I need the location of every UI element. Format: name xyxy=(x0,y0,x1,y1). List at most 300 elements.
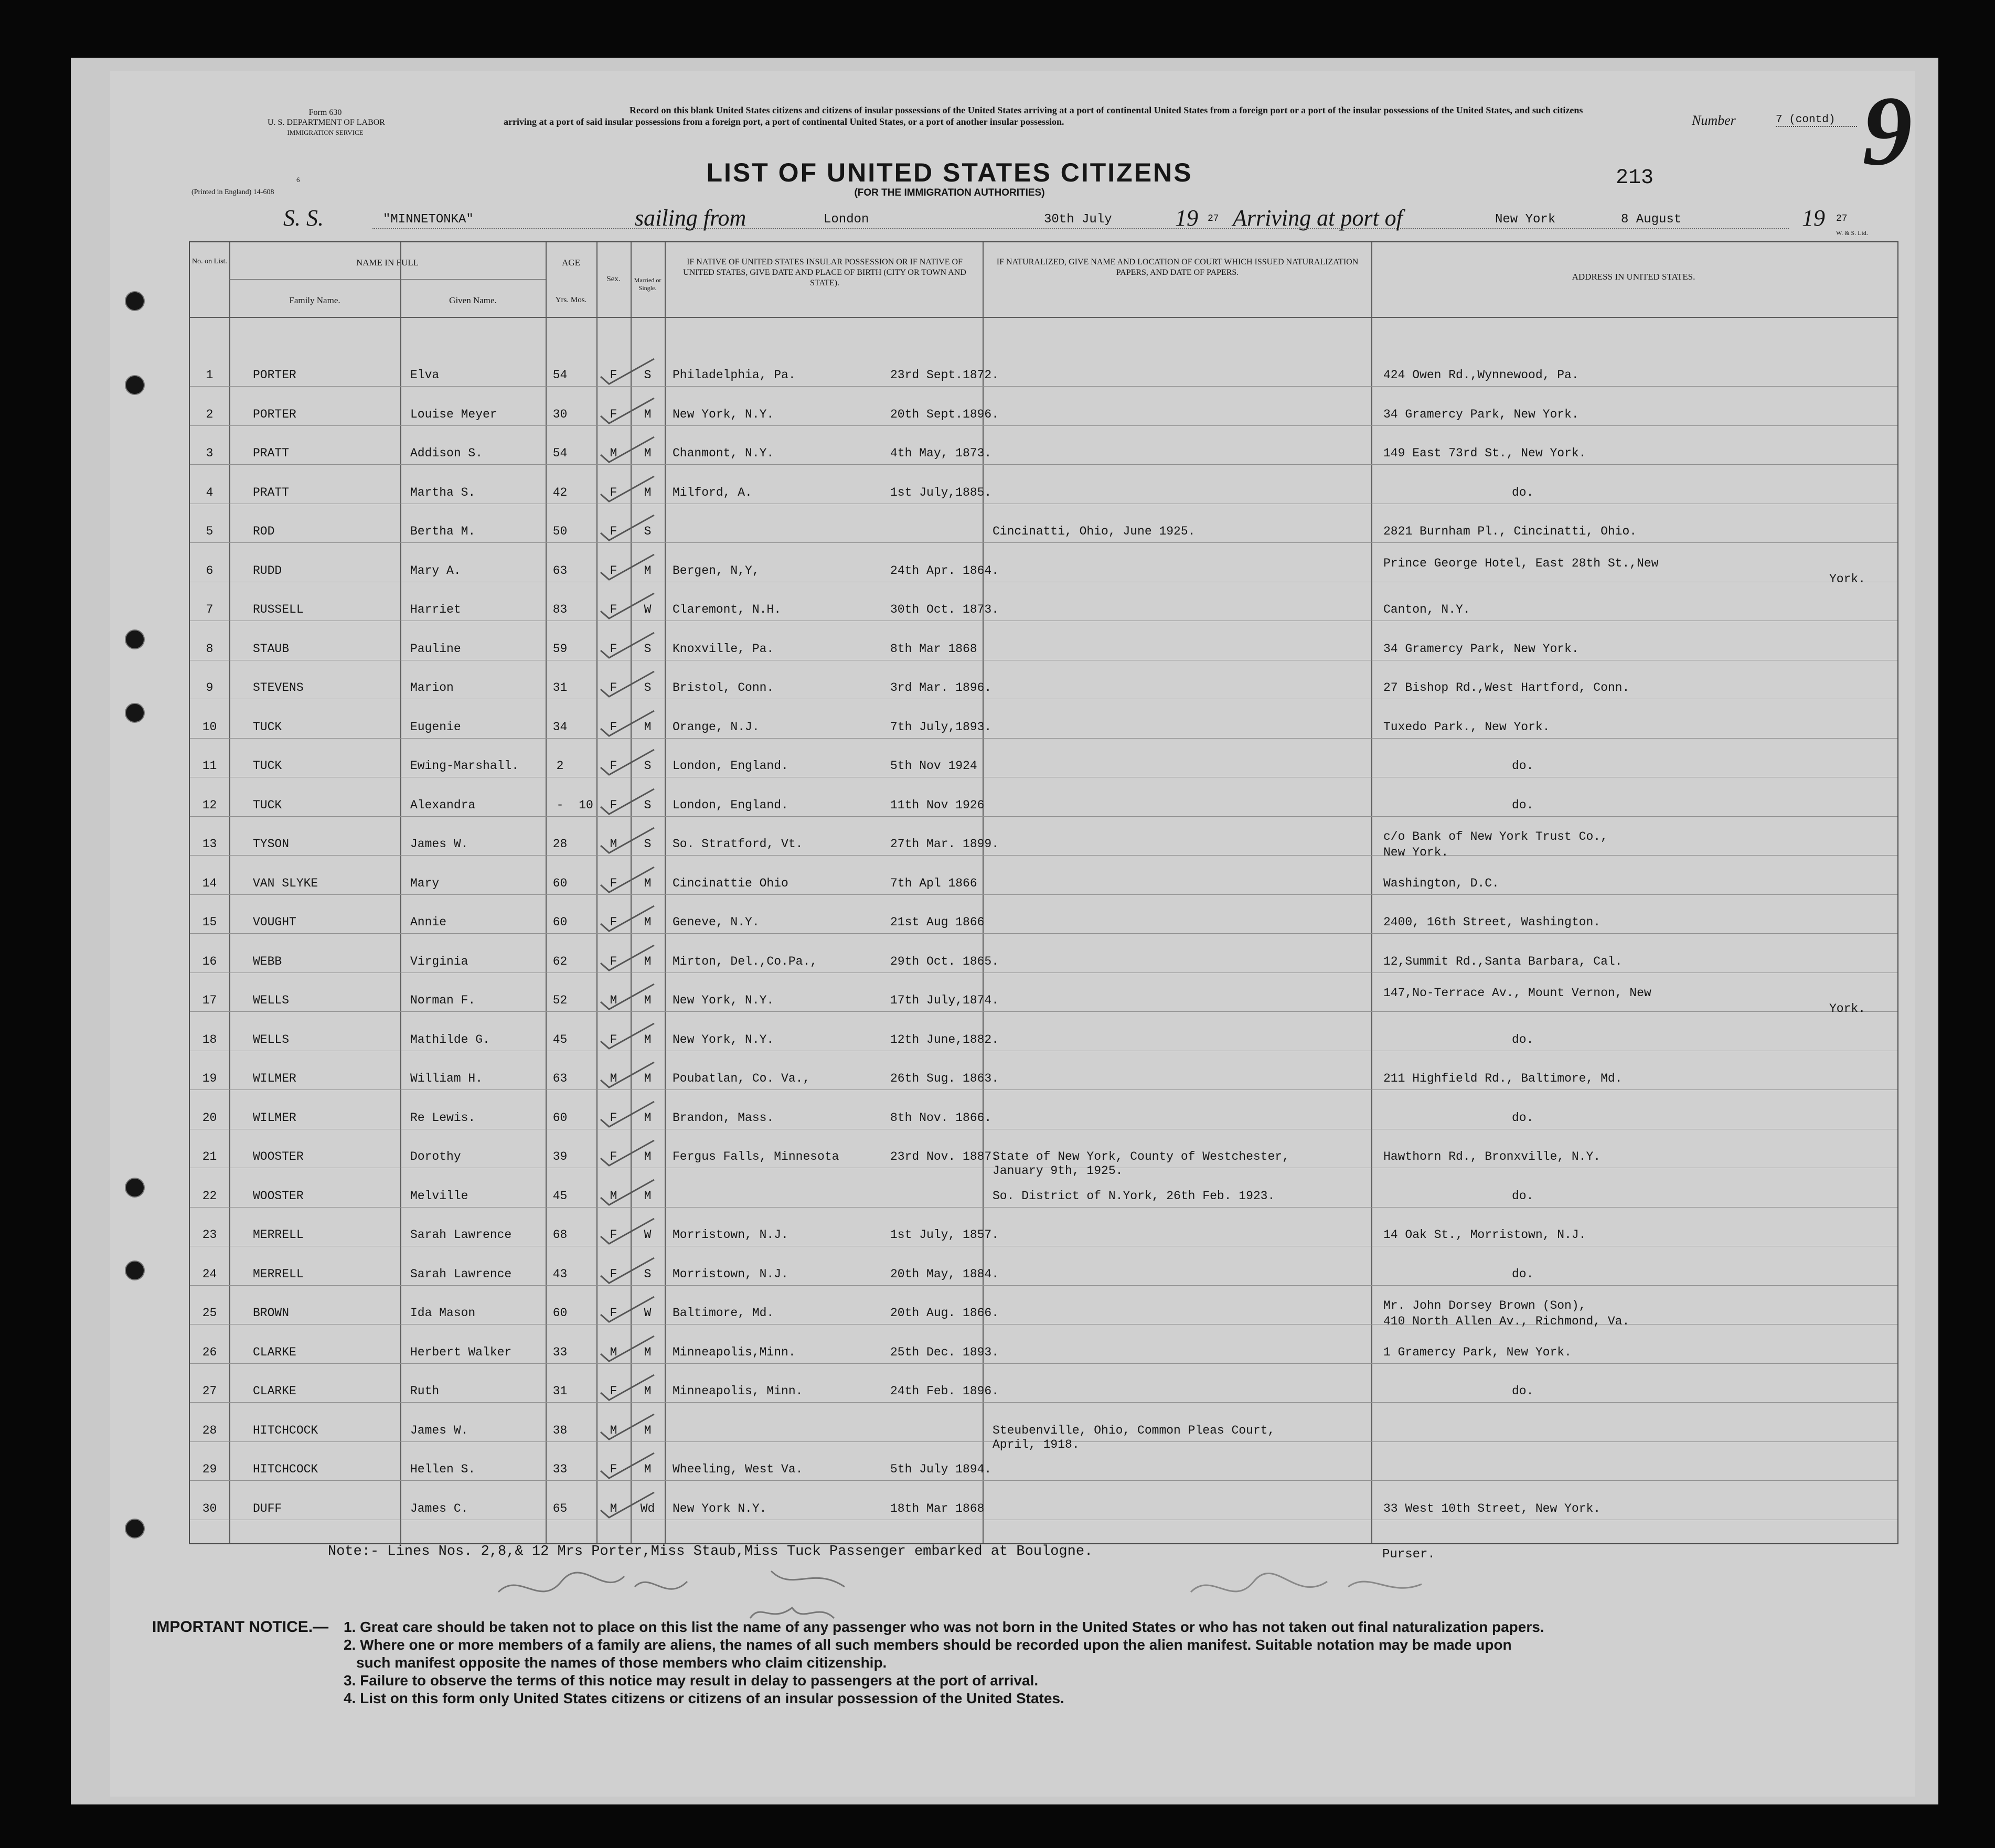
check-mark-icon xyxy=(596,1178,659,1209)
cell-sex: F xyxy=(610,720,617,734)
punch-hole xyxy=(125,703,145,723)
cell-family: HITCHCOCK xyxy=(253,1462,318,1476)
th-yrs-mos xyxy=(546,295,596,306)
cell-ms: S xyxy=(644,798,652,812)
check-mark-icon xyxy=(596,709,659,740)
cell-address: York. xyxy=(1829,572,1866,586)
cell-sex: F xyxy=(610,1384,617,1398)
cell-address: do. xyxy=(1512,1032,1534,1046)
cell-place: Morristown, N.J. xyxy=(673,1228,788,1242)
cell-yrs: 28 xyxy=(552,837,568,851)
cell-ms: W xyxy=(644,1228,652,1242)
cell-place: New York N.Y. xyxy=(673,1501,767,1515)
th-naturalized: IF NATURALIZED, GIVE NAME AND LOCATION OF COURT WHICH ISSUED NATURALIZATION PAPERS, AND DATE OF PAPERS. xyxy=(996,258,1359,277)
check-mark-icon xyxy=(596,513,659,544)
cell-given: Martha S. xyxy=(410,485,476,499)
cell-address: 14 Oak St., Morristown, N.J. xyxy=(1383,1228,1586,1242)
check-mark-icon xyxy=(596,474,659,506)
check-mark-icon xyxy=(596,396,659,428)
cell-yrs: 2 xyxy=(556,759,564,773)
row-rule xyxy=(190,816,1897,817)
cell-date: 20th Sept.1896. xyxy=(890,407,999,421)
cell-date: 3rd Mar. 1896. xyxy=(890,681,992,695)
purser-label: Purser. xyxy=(1382,1547,1435,1562)
cell-naturalization: Cincinatti, Ohio, June 1925. xyxy=(993,525,1196,538)
cell-place: Mirton, Del.,Co.Pa., xyxy=(673,954,818,968)
cell-address: New York. xyxy=(1383,846,1449,859)
cell-given: Alexandra xyxy=(410,798,476,812)
cell-yrs: 39 xyxy=(552,1150,568,1163)
depart-year: 27 xyxy=(1208,213,1219,224)
check-mark-icon xyxy=(596,1216,659,1248)
th-address: ADDRESS IN UNITED STATES. xyxy=(1572,272,1695,282)
cell-sex: F xyxy=(610,407,617,421)
big-handwritten-number: 9 xyxy=(1862,76,1912,186)
cell-place: Chanmont, N.Y. xyxy=(673,446,774,460)
cell-no: 17 xyxy=(202,994,217,1007)
cell-given: James C. xyxy=(410,1501,468,1515)
cell-date: 18th Mar 1868 xyxy=(890,1501,985,1515)
cell-address: Washington, D.C. xyxy=(1383,876,1499,890)
cell-family: CLARKE xyxy=(253,1345,296,1359)
arrive-year: 27 xyxy=(1836,213,1848,224)
cell-sex: M xyxy=(610,1072,617,1085)
cell-yrs: 52 xyxy=(552,994,568,1007)
cell-ms: M xyxy=(644,1384,652,1398)
th-mos: Mos. xyxy=(570,296,587,304)
cell-family: WILMER xyxy=(253,1110,296,1125)
cell-family: TUCK xyxy=(253,798,282,812)
cell-family: PRATT xyxy=(253,446,290,460)
cell-place: Claremont, N.H. xyxy=(673,603,782,616)
cell-given: Mary xyxy=(410,876,440,890)
cell-yrs: 33 xyxy=(552,1345,568,1359)
check-mark-icon xyxy=(596,982,659,1013)
cell-yrs: 62 xyxy=(552,954,568,968)
cell-sex: F xyxy=(610,876,617,890)
cell-given: Mary A. xyxy=(410,563,461,578)
cell-no: 8 xyxy=(206,642,214,656)
number-label: Number xyxy=(1692,113,1736,128)
cell-no: 3 xyxy=(206,446,214,460)
cell-ms: M xyxy=(644,1423,652,1437)
cell-sex: F xyxy=(610,368,617,382)
cell-no: 7 xyxy=(206,603,214,616)
cell-date: 4th May, 1873. xyxy=(890,446,992,460)
cell-no: 22 xyxy=(202,1189,217,1203)
arriving-label: Arriving at port of xyxy=(1233,205,1403,231)
cell-ms: S xyxy=(644,368,652,382)
ship-name: "MINNETONKA" xyxy=(383,212,474,227)
small-mark: 6 xyxy=(296,176,300,184)
cell-yrs: 54 xyxy=(552,446,568,460)
cell-date: 5th Nov 1924 xyxy=(890,759,977,773)
cell-place: Cincinattie Ohio xyxy=(673,876,788,890)
cell-no: 15 xyxy=(202,915,217,929)
punch-hole xyxy=(125,1519,145,1539)
cell-sex: F xyxy=(610,798,617,812)
col-divider xyxy=(1371,242,1372,1543)
form-block xyxy=(268,108,383,137)
cell-date: 25th Dec. 1893. xyxy=(890,1345,999,1359)
check-mark-icon xyxy=(596,1334,659,1365)
cell-family: WOOSTER xyxy=(253,1189,304,1203)
form-service: IMMIGRATION SERVICE xyxy=(287,129,364,136)
check-mark-icon xyxy=(596,787,659,818)
cell-yrs: 50 xyxy=(552,525,568,538)
col-divider xyxy=(229,242,230,1543)
cell-family: RUSSELL xyxy=(253,603,304,616)
paper-sheet xyxy=(71,58,1938,1804)
cell-yrs: 54 xyxy=(552,368,568,382)
number-value: 7 (contd) xyxy=(1776,114,1857,127)
cell-address: c/o Bank of New York Trust Co., xyxy=(1383,830,1608,843)
cell-sex: M xyxy=(610,1423,617,1437)
cell-given: Ruth xyxy=(410,1384,440,1398)
cell-place: Wheeling, West Va. xyxy=(673,1462,803,1476)
cell-address: 33 West 10th Street, New York. xyxy=(1383,1501,1601,1515)
cell-yrs: 30 xyxy=(552,407,568,421)
cell-given: James W. xyxy=(410,1423,468,1437)
cell-family: WELLS xyxy=(253,994,290,1007)
cell-address: do. xyxy=(1512,485,1534,499)
cell-address: 27 Bishop Rd.,West Hartford, Conn. xyxy=(1383,681,1630,695)
cell-family: PORTER xyxy=(253,407,296,421)
check-mark-icon xyxy=(596,747,659,779)
cell-address: do. xyxy=(1512,1189,1534,1203)
cell-family: CLARKE xyxy=(253,1384,296,1398)
cell-sex: F xyxy=(610,1032,617,1046)
punch-hole xyxy=(125,1178,145,1198)
cell-sex: F xyxy=(610,525,617,538)
check-mark-icon xyxy=(596,943,659,975)
cell-date: 27th Mar. 1899. xyxy=(890,837,999,851)
cell-no: 28 xyxy=(202,1423,217,1437)
cell-yrs: 43 xyxy=(552,1267,568,1281)
cell-date: 17th July,1874. xyxy=(890,994,999,1007)
cell-address: do. xyxy=(1512,759,1534,773)
cell-ms: M xyxy=(644,994,652,1007)
cell-no: 20 xyxy=(202,1110,217,1125)
cell-no: 21 xyxy=(202,1150,217,1163)
cell-given: Ewing-Marshall. xyxy=(410,759,519,773)
punch-hole xyxy=(125,375,145,395)
cell-address: do. xyxy=(1512,1267,1534,1281)
note-text: Note:- Lines Nos. 2,8,& 12 Mrs Porter,Miss Staub,Miss Tuck Passenger embarked at Boulogne. xyxy=(328,1544,1093,1559)
cell-place: Knoxville, Pa. xyxy=(673,642,774,656)
cell-given: Elva xyxy=(410,368,440,382)
printed-note: (Printed in England) 14-608 xyxy=(191,188,274,196)
arrive-port: New York xyxy=(1495,212,1556,227)
cell-address: do. xyxy=(1512,798,1534,812)
depart-year-label: 19 xyxy=(1175,205,1198,231)
row-rule xyxy=(190,1363,1897,1364)
cell-family: RUDD xyxy=(253,563,282,578)
cell-ms: S xyxy=(644,837,652,851)
cell-ms: M xyxy=(644,915,652,929)
th-family: Family Name. xyxy=(289,295,340,305)
cell-no: 23 xyxy=(202,1228,217,1242)
cell-sex: F xyxy=(610,603,617,616)
cell-ms: M xyxy=(644,954,652,968)
cell-address: 410 North Allen Av., Richmond, Va. xyxy=(1383,1315,1630,1328)
cell-date: 29th Oct. 1865. xyxy=(890,954,999,968)
cell-sex: F xyxy=(610,1267,617,1281)
notice-item: such manifest opposite the names of those members who claim citizenship. xyxy=(356,1654,887,1671)
cell-date: 7th July,1893. xyxy=(890,720,992,734)
notice-list xyxy=(344,1618,1544,1707)
arrive-year-label: 19 xyxy=(1802,205,1825,231)
cell-sex: M xyxy=(610,446,617,460)
cell-no: 12 xyxy=(202,798,217,812)
cell-sex: F xyxy=(610,642,617,656)
cell-yrs: 65 xyxy=(552,1501,568,1515)
cell-date: 26th Sug. 1863. xyxy=(890,1072,999,1085)
cell-ms: M xyxy=(644,563,652,578)
notice-item: 2. Where one or more members of a family are aliens, the names of all such members should be recorded upon the alien manifest. Suitable notation may be made upon xyxy=(344,1637,1512,1653)
cell-given: Pauline xyxy=(410,642,461,656)
check-mark-icon xyxy=(596,631,659,662)
check-mark-icon xyxy=(596,904,659,935)
cell-given: James W. xyxy=(410,837,468,851)
cell-family: HITCHCOCK xyxy=(253,1423,318,1437)
cell-place: Morristown, N.J. xyxy=(673,1267,788,1281)
cell-family: WELLS xyxy=(253,1032,290,1046)
cell-place: Minneapolis,Minn. xyxy=(673,1345,796,1359)
cell-place: Baltimore, Md. xyxy=(673,1306,774,1320)
cell-no: 1 xyxy=(206,368,214,382)
printer-mark: W. & S. Ltd. xyxy=(1836,229,1868,237)
cell-given: Melville xyxy=(410,1189,468,1203)
cell-yrs: 63 xyxy=(552,563,568,578)
cell-no: 11 xyxy=(202,759,217,773)
cell-family: TYSON xyxy=(253,837,290,851)
cell-address: Mr. John Dorsey Brown (Son), xyxy=(1383,1299,1586,1312)
cell-sex: F xyxy=(610,485,617,499)
cell-yrs: 42 xyxy=(552,485,568,499)
voyage-rule xyxy=(372,228,1789,229)
cell-given: Bertha M. xyxy=(410,525,476,538)
cell-date: 5th July 1894. xyxy=(890,1462,992,1476)
cell-family: PRATT xyxy=(253,485,290,499)
cell-sex: F xyxy=(610,1150,617,1163)
cell-ms: M xyxy=(644,1110,652,1125)
cell-no: 29 xyxy=(202,1462,217,1476)
cell-yrs: 33 xyxy=(552,1462,568,1476)
col-divider xyxy=(665,242,666,1543)
cell-given: Louise Meyer xyxy=(410,407,497,421)
cell-yrs: 60 xyxy=(552,915,568,929)
check-mark-icon xyxy=(596,1373,659,1404)
punch-hole xyxy=(125,629,145,649)
cell-no: 10 xyxy=(202,720,217,734)
cell-sex: M xyxy=(610,1189,617,1203)
check-mark-icon xyxy=(596,591,659,623)
th-age: AGE xyxy=(562,258,580,268)
th-sex: Sex. xyxy=(606,275,621,283)
row-rule xyxy=(190,1207,1897,1208)
cell-address: Tuxedo Park., New York. xyxy=(1383,720,1550,734)
cell-place: Orange, N.J. xyxy=(673,720,760,734)
cell-place: Poubatlan, Co. Va., xyxy=(673,1072,810,1085)
check-mark-icon xyxy=(596,435,659,466)
cell-address: 34 Gramercy Park, New York. xyxy=(1383,407,1579,421)
check-mark-icon xyxy=(596,357,659,388)
cell-date: 7th Apl 1866 xyxy=(890,876,977,890)
cell-date: 12th June,1882. xyxy=(890,1032,999,1046)
cell-address: 211 Highfield Rd., Baltimore, Md. xyxy=(1383,1072,1623,1085)
cell-ms: M xyxy=(644,1189,652,1203)
cell-naturalization: Steubenville, Ohio, Common Pleas Court, xyxy=(993,1423,1275,1437)
row-rule xyxy=(190,1011,1897,1012)
cell-address: 2400, 16th Street, Washington. xyxy=(1383,915,1601,929)
cell-address: do. xyxy=(1512,1110,1534,1125)
row-rule xyxy=(190,542,1897,543)
cell-given: Marion xyxy=(410,681,454,695)
cell-sex: M xyxy=(610,1501,617,1515)
cell-ms: M xyxy=(644,1150,652,1163)
cell-given: Mathilde G. xyxy=(410,1032,490,1046)
cell-ms: S xyxy=(644,759,652,773)
check-mark-icon xyxy=(596,552,659,584)
cell-naturalization: State of New York, County of Westchester, xyxy=(993,1150,1289,1163)
cell-date: 23rd Nov. 1887. xyxy=(890,1150,999,1163)
cell-family: STAUB xyxy=(253,642,290,656)
cell-given: Hellen S. xyxy=(410,1462,476,1476)
cell-given: Virginia xyxy=(410,954,468,968)
sailing-label: sailing from xyxy=(635,205,746,231)
cell-given: Harriet xyxy=(410,603,461,616)
th-native: IF NATIVE OF UNITED STATES INSULAR POSSESSION OR IF NATIVE OF UNITED STATES, GIVE DATE AND PLACE OF BIRTH (CITY OR TOWN AND STATE). xyxy=(683,258,966,287)
notice-item: 3. Failure to observe the terms of this notice may result in delay to passengers at the port of arrival. xyxy=(344,1672,1039,1689)
cell-place: New York, N.Y. xyxy=(673,407,774,421)
check-mark-icon xyxy=(596,865,659,896)
cell-address: 149 East 73rd St., New York. xyxy=(1383,446,1586,460)
cell-address: York. xyxy=(1829,1002,1866,1016)
cell-no: 18 xyxy=(202,1032,217,1046)
cell-no: 5 xyxy=(206,525,214,538)
cell-family: MERRELL xyxy=(253,1228,304,1242)
cell-ms: M xyxy=(644,1072,652,1085)
cell-family: WOOSTER xyxy=(253,1150,304,1163)
cell-family: MERRELL xyxy=(253,1267,304,1281)
depart-date: 30th July xyxy=(1044,212,1112,227)
page-title: LIST OF UNITED STATES CITIZENS xyxy=(706,158,1193,187)
cell-family: VOUGHT xyxy=(253,915,296,929)
page-number: 213 xyxy=(1616,166,1654,190)
cell-yrs: 83 xyxy=(552,603,568,616)
check-mark-icon xyxy=(596,1490,659,1522)
cell-address: do. xyxy=(1512,1384,1534,1398)
cell-place: London, England. xyxy=(673,798,788,812)
cell-sex: F xyxy=(610,1462,617,1476)
check-mark-icon xyxy=(596,669,659,701)
cell-date: 11th Nov 1926 xyxy=(890,798,985,812)
cell-given: Sarah Lawrence xyxy=(410,1267,512,1281)
form-number: Form 630 xyxy=(308,108,342,117)
cell-given: Norman F. xyxy=(410,994,476,1007)
cell-ms: M xyxy=(644,485,652,499)
check-mark-icon xyxy=(596,1021,659,1053)
cell-date: 8th Mar 1868 xyxy=(890,642,977,656)
cell-ms: M xyxy=(644,720,652,734)
row-rule xyxy=(190,1089,1897,1090)
cell-given: Annie xyxy=(410,915,447,929)
cell-yrs: 60 xyxy=(552,1110,568,1125)
cell-date: 24th Feb. 1896. xyxy=(890,1384,999,1398)
page-subtitle: (FOR THE IMMIGRATION AUTHORITIES) xyxy=(854,187,1045,198)
cell-date: 1st July,1885. xyxy=(890,485,992,499)
manifest-table xyxy=(189,241,1898,1544)
cell-family: DUFF xyxy=(253,1501,282,1515)
check-mark-icon xyxy=(596,1295,659,1326)
cell-address: 424 Owen Rd.,Wynnewood, Pa. xyxy=(1383,368,1579,382)
cell-sex: M xyxy=(610,994,617,1007)
cell-address: 12,Summit Rd.,Santa Barbara, Cal. xyxy=(1383,954,1623,968)
cell-place: Minneapolis, Minn. xyxy=(673,1384,803,1398)
cell-family: VAN SLYKE xyxy=(253,876,318,890)
cell-date: 24th Apr. 1864. xyxy=(890,563,999,578)
row-rule xyxy=(190,1480,1897,1481)
cell-given: Sarah Lawrence xyxy=(410,1228,512,1242)
punch-hole xyxy=(125,291,145,311)
arrive-date: 8 August xyxy=(1621,212,1682,227)
cell-address: 34 Gramercy Park, New York. xyxy=(1383,642,1579,656)
check-mark-icon xyxy=(596,1451,659,1482)
row-rule xyxy=(190,1402,1897,1403)
cell-yrs: 31 xyxy=(552,1384,568,1398)
cell-sex: F xyxy=(610,1110,617,1125)
header-bottom-rule xyxy=(190,317,1897,318)
notice-item: 4. List on this form only United States citizens or citizens of an insular possession of the United States. xyxy=(344,1690,1064,1706)
cell-yrs: 59 xyxy=(552,642,568,656)
row-rule xyxy=(190,738,1897,739)
cell-place: Geneve, N.Y. xyxy=(673,915,760,929)
cell-ms: M xyxy=(644,876,652,890)
cell-no: 27 xyxy=(202,1384,217,1398)
cell-yrs: 60 xyxy=(552,1306,568,1320)
cell-no: 19 xyxy=(202,1072,217,1085)
cell-naturalization: So. District of N.York, 26th Feb. 1923. xyxy=(993,1189,1275,1203)
cell-given: Herbert Walker xyxy=(410,1345,512,1359)
cell-no: 14 xyxy=(202,876,217,890)
cell-ms: S xyxy=(644,642,652,656)
th-married: Married or Single. xyxy=(634,276,662,292)
cell-ms: M xyxy=(644,1462,652,1476)
form-dept: U. S. DEPARTMENT OF LABOR xyxy=(268,118,385,127)
cell-ms: M xyxy=(644,407,652,421)
cell-yrs: 38 xyxy=(552,1423,568,1437)
cell-given: Dorothy xyxy=(410,1150,461,1163)
intro-text: Record on this blank United States citizens and citizens of insular possessions of the United States arriving at a port of continental United States from a foreign port or a port of the insular possessions of the United States, and such citizens arriving at a port of said insular possessions from a foreign port, a port of continental United States, or a port of another insular possession. xyxy=(504,105,1583,127)
cell-address: 2821 Burnham Pl., Cincinatti, Ohio. xyxy=(1383,525,1637,538)
cell-date: 21st Aug 1866 xyxy=(890,915,985,929)
cell-family: TUCK xyxy=(253,759,282,773)
cell-yrs: - xyxy=(556,798,564,812)
ss-label: S. S. xyxy=(283,205,324,231)
cell-no: 24 xyxy=(202,1267,217,1281)
cell-sex: M xyxy=(610,1345,617,1359)
th-yrs: Yrs. xyxy=(555,296,569,304)
cell-family: TUCK xyxy=(253,720,282,734)
row-rule xyxy=(190,933,1897,934)
cell-yrs: 34 xyxy=(552,720,568,734)
notice-title: IMPORTANT NOTICE.— xyxy=(152,1618,329,1636)
cell-date: 23rd Sept.1872. xyxy=(890,368,999,382)
punch-hole xyxy=(125,1261,145,1280)
cell-sex: F xyxy=(610,681,617,695)
cell-ms: S xyxy=(644,1267,652,1281)
